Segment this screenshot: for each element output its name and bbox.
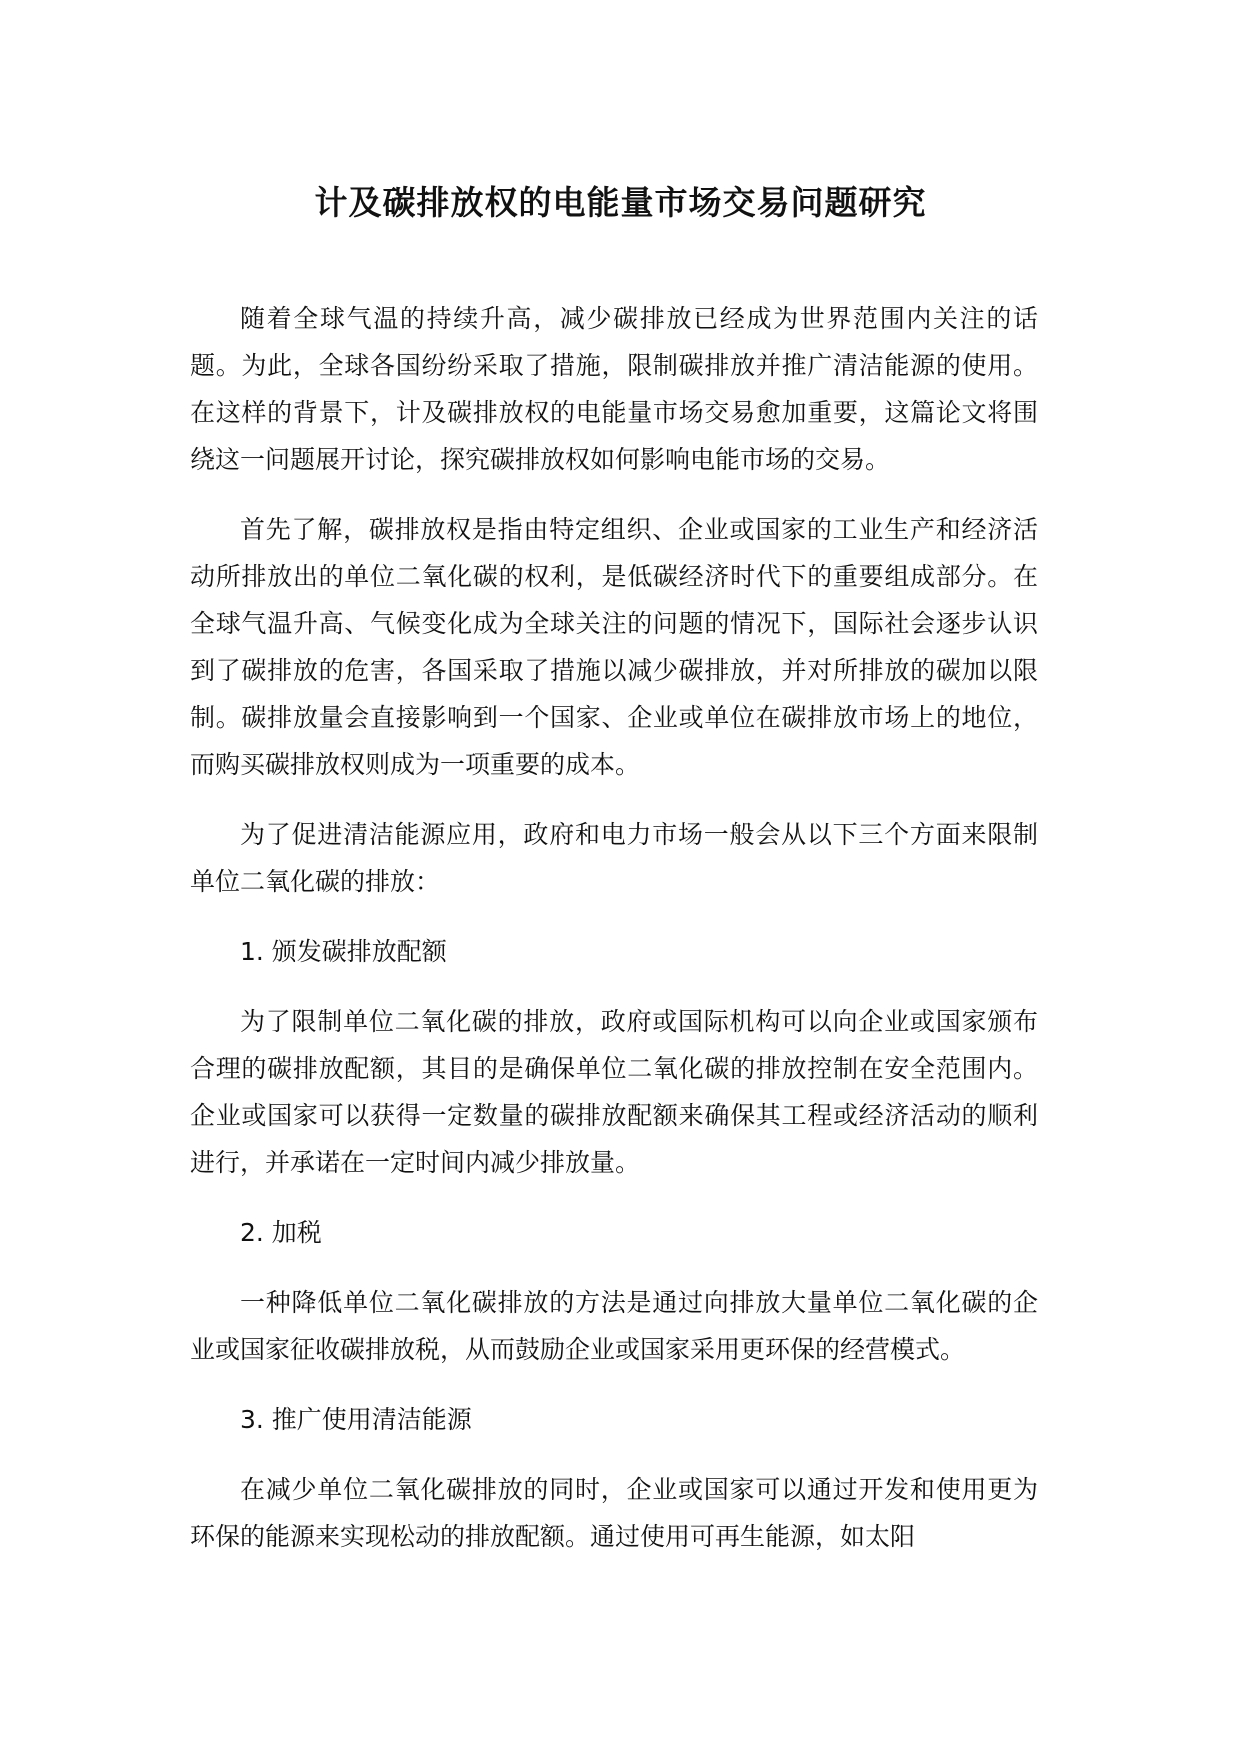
paragraph-intro: 随着全球气温的持续升高，减少碳排放已经成为世界范围内关注的话题。为此，全球各国纷纷采取了措施，限制碳排放并推广清洁能源的使用。在这样的背景下，计及碳排放权的电能量市场交易愈加重要，这篇论文将围绕这一问题展开讨论，探究碳排放权如何影响电能市场的交易。	[190, 304, 1038, 474]
paragraph-definition: 首先了解，碳排放权是指由特定组织、企业或国家的工业生产和经济活动所排放出的单位二氧化碳的权利，是低碳经济时代下的重要组成部分。在全球气温升高、气候变化成为全球关注的问题的情况下，国际社会逐步认识到了碳排放的危害，各国采取了措施以减少碳排放，并对所排放的碳加以限制。碳排放量会直接影响到一个国家、企业或单位在碳排放市场上的地位，而购买碳排放权则成为一项重要的成本。	[190, 515, 1038, 779]
heading-item-2: 2. 加税	[240, 1218, 322, 1247]
paragraph-item-1: 为了限制单位二氧化碳的排放，政府或国际机构可以向企业或国家颁布合理的碳排放配额，其目的是确保单位二氧化碳的排放控制在安全范围内。企业或国家可以获得一定数量的碳排放配额来确保其工程或经济活动的顺利进行，并承诺在一定时间内减少排放量。	[190, 1007, 1038, 1177]
heading-item-3: 3. 推广使用清洁能源	[240, 1405, 472, 1434]
paragraph-methods-intro: 为了促进清洁能源应用，政府和电力市场一般会从以下三个方面来限制单位二氧化碳的排放：	[190, 820, 1038, 896]
document-title: 计及碳排放权的电能量市场交易问题研究	[314, 183, 927, 222]
paragraph-item-2: 一种降低单位二氧化碳排放的方法是通过向排放大量单位二氧化碳的企业或国家征收碳排放税，从而鼓励企业或国家采用更环保的经营模式。	[190, 1288, 1038, 1364]
document-body	[190, 295, 1038, 1560]
heading-item-1: 1. 颁发碳排放配额	[240, 937, 447, 966]
paragraph-item-3: 在减少单位二氧化碳排放的同时，企业或国家可以通过开发和使用更为环保的能源来实现松动的排放配额。通过使用可再生能源，如太阳	[190, 1475, 1038, 1551]
